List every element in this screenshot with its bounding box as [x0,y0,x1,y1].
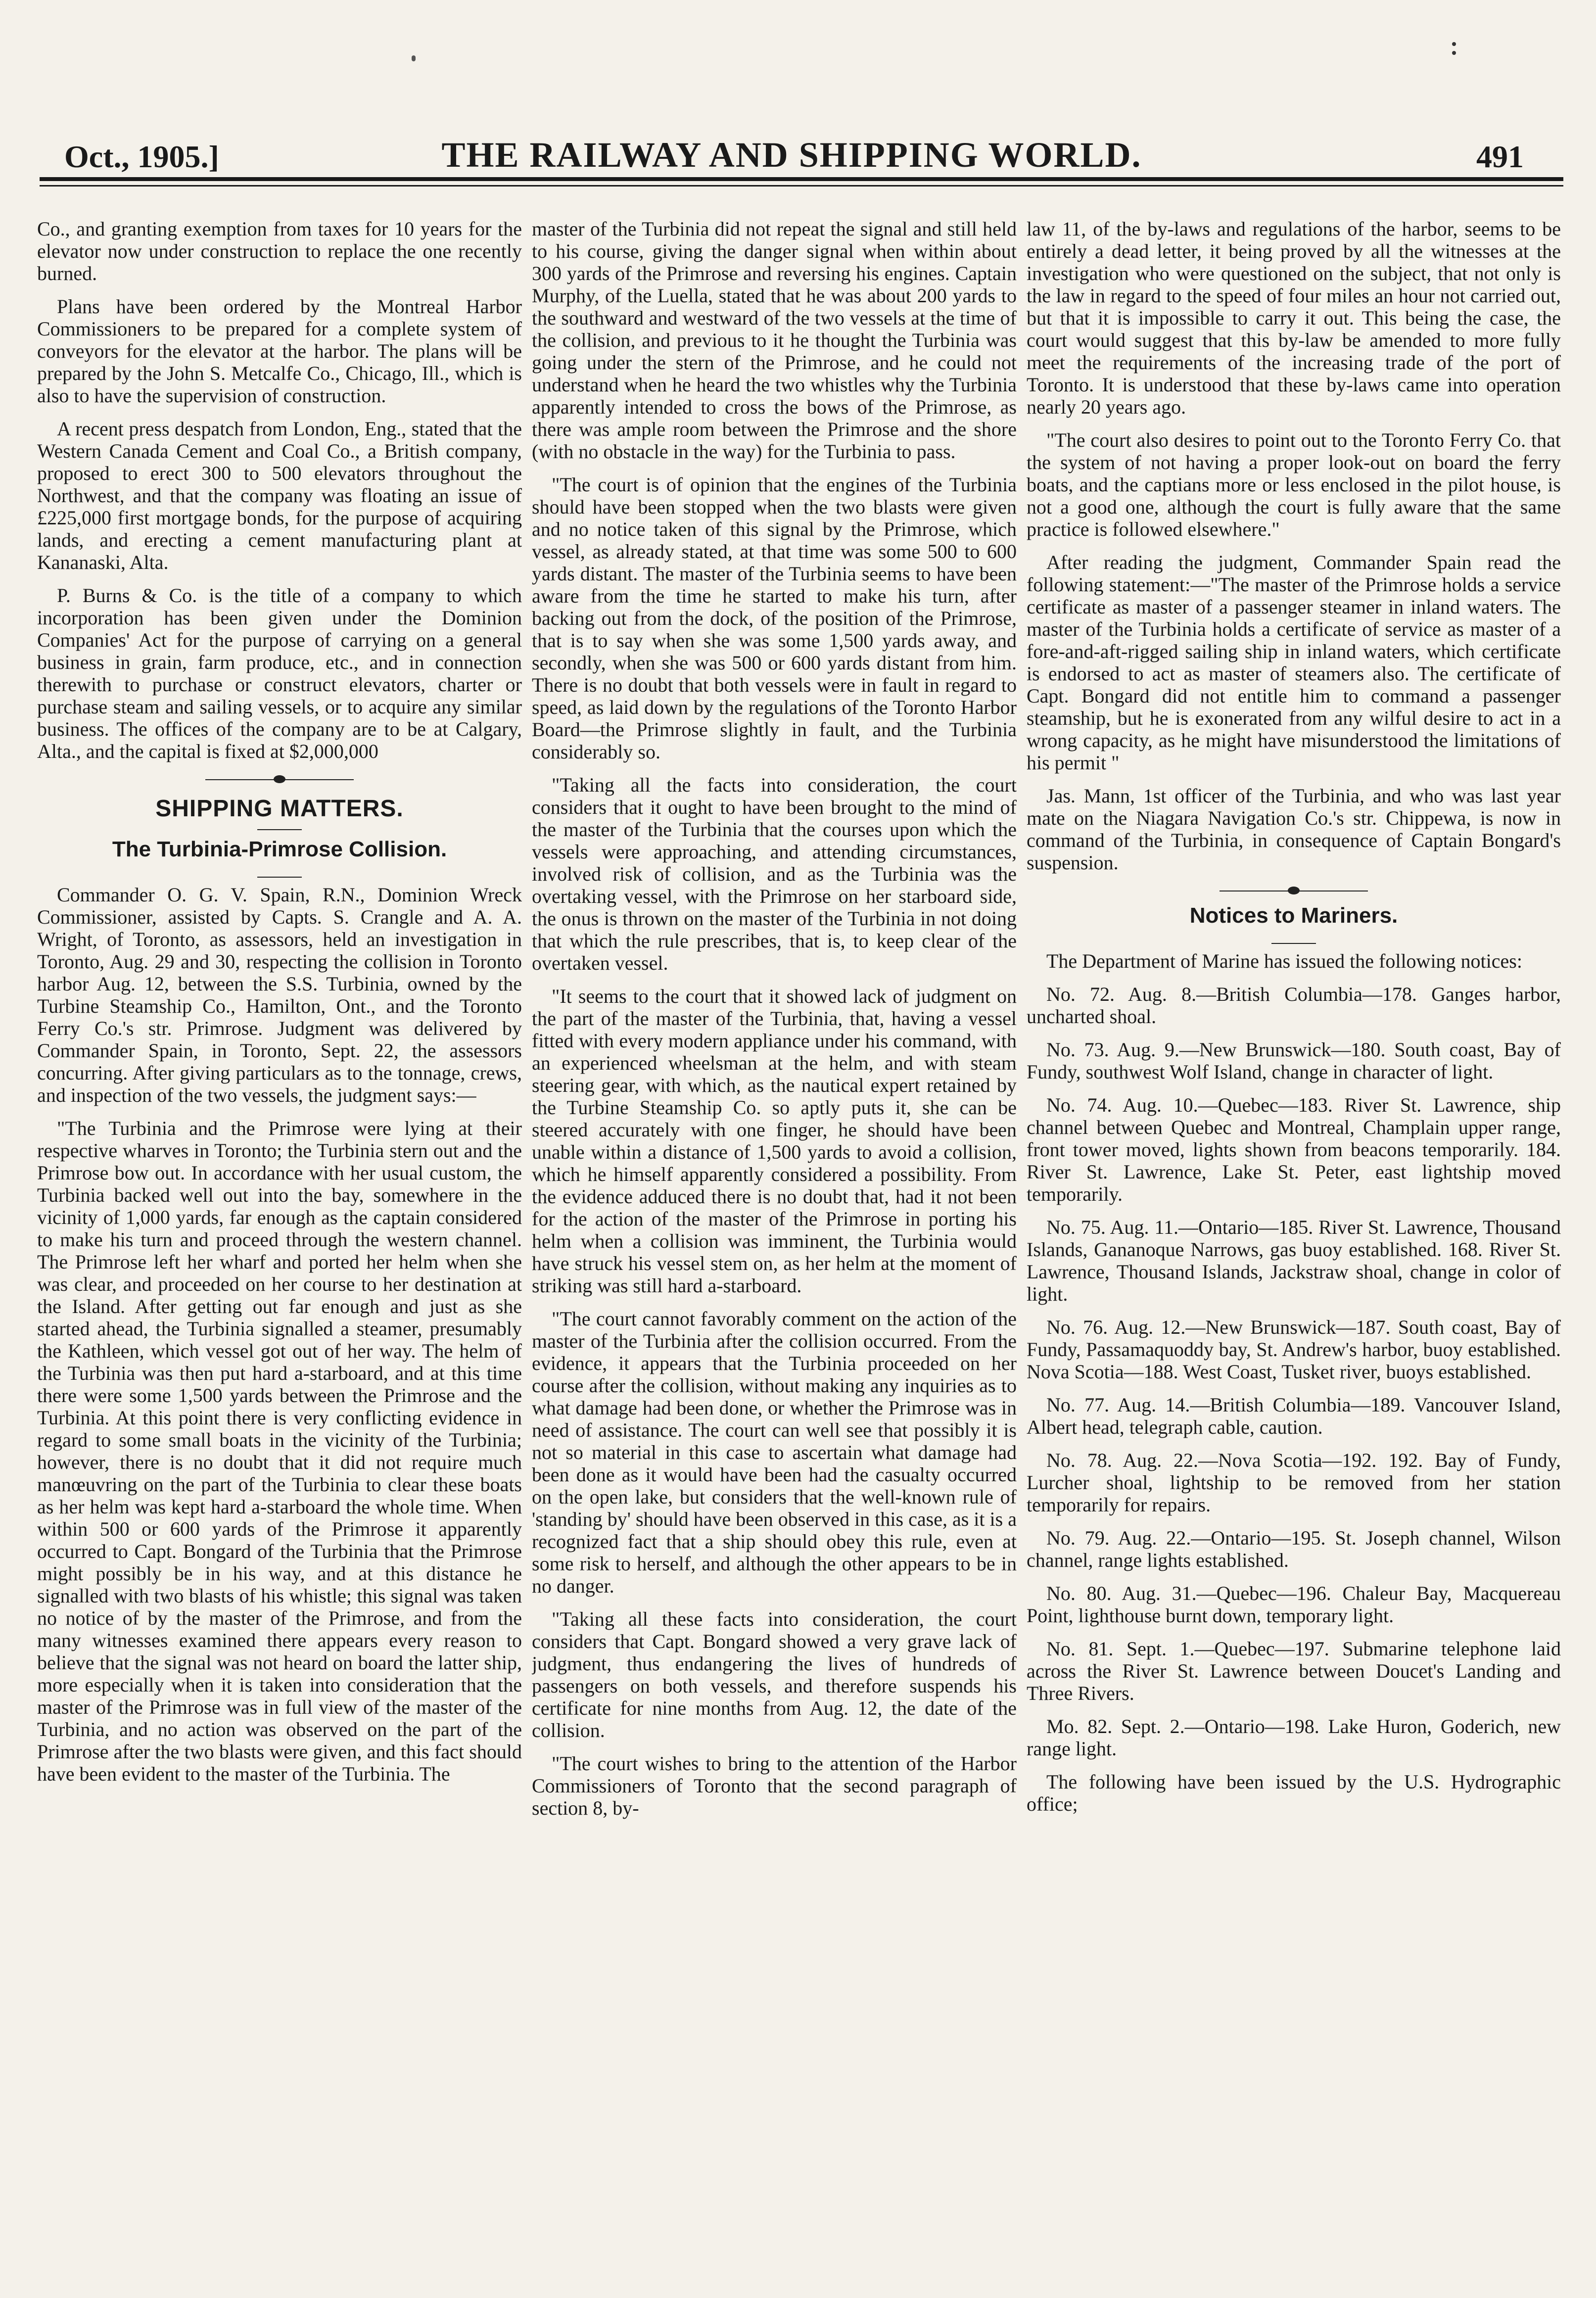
paragraph: The following have been issued by the U.S. Hydrographic office; [1027,1771,1561,1815]
paragraph: "It seems to the court that it showed lack of judgment on the part of the master of the Turbinia, that, having a vessel fitted with every modern appliance under his command, with an experienced wheelsman at the helm, and with steam steering gear, with which, as the nautical expert retained by the Turbine Steamship Co. so aptly puts it, she can be steered accurately with one finger, he should have been unable within a distance of 1,500 yards to avoid a collision, which he himself apparently considered a possibility. From the evidence adduced there is no doubt that, had it not been for the action of the master of the Primrose in porting his helm when a collision was imminent, the Turbinia would have struck his vessel stem on, as her helm at the moment of striking was still hard a-starboard. [532,985,1017,1297]
issue-date: Oct., 1905.] [64,139,219,174]
notice-item: No. 75. Aug. 11.—Ontario—185. River St. Lawrence, Thousand Islands, Gananoque Narrows, gas buoy established. 168. River St. Lawrence, Thousand Islands, Jackstraw shoal, change in color of light. [1027,1216,1561,1305]
column-2 [532,218,1017,2256]
paragraph: After reading the judgment, Commander Spain read the following statement:—"The master of the Primrose holds a service certificate as master of a passenger steamer in inland waters. The master of the Turbinia holds a certificate of service as master of a fore-and-aft-rigged sailing ship in inland waters, which certificate is endorsed to act as master of steamers also. The certificate of Capt. Bongard did not entitle him to command a passenger steamship, but he is exonerated from any wilful desire to act in a wrong capacity, as he might have misunderstood the limitations of his permit " [1027,551,1561,774]
paragraph: "The court is of opinion that the engines of the Turbinia should have been stopped when the two blasts were given and no notice taken of this signal by the Primrose, which vessel, as already stated, at that time was some 500 to 600 yards distant. The master of the Turbinia seems to have been aware from the time he started to make his turn, after backing out from the dock, of the position of the Primrose, that is to say when she was some 1,500 yards away, and secondly, when she was 500 or 600 yards distant from him. There is no doubt that both vessels were in fault in regard to speed, as laid down by the regulations of the Toronto Harbor Board—the Primrose slightly in fault, and the Turbinia considerably so. [532,473,1017,763]
column-1 [37,218,522,2256]
paragraph: law 11, of the by-laws and regulations of the harbor, seems to be entirely a dead letter, it being proved by all the witnesses at the investigation who were questioned on the subject, that not only is the law in regard to the speed of four miles an hour not carried out, but that it is impossible to carry it out. This being the case, the court would suggest that this by-law be amended to more fully meet the requirements of the increasing trade of the port of Toronto. It is understood that these by-laws came into operation nearly 20 years ago. [1027,218,1561,418]
section-divider [1220,890,1368,892]
paragraph: Plans have been ordered by the Montreal Harbor Commissioners to be prepared for a complete system of conveyors for the elevator at the harbor. The plans will be prepared by the John S. Metcalfe Co., Chicago, Ill., which is also to have the supervision of construction. [37,295,522,407]
notice-item: No. 74. Aug. 10.—Quebec—183. River St. Lawrence, ship channel between Quebec and Montreal, Champlain upper range, front tower moved, lights shown from beacons temporarily. 184. River St. Lawrence, Lake St. Peter, east lightship moved temporarily. [1027,1094,1561,1205]
page-header [49,124,1534,173]
paragraph: master of the Turbinia did not repeat the signal and still held to his course, giving the danger signal when within about 300 yards of the Primrose and reversing his engines. Captain Murphy, of the Luella, stated that he was about 200 yards to the southward and westward of the two vessels at the time of the collision, and previous to it he thought the Turbinia was going under the stern of the Primrose, and he could not understand when he heard the two whistles why the Turbinia apparently intended to cross the bows of the Primrose, as there was ample room between the Primrose and the shore (with no obstacle in the way) for the Turbinia to pass. [532,218,1017,463]
heading-rule [1271,943,1316,944]
paragraph: "The court cannot favorably comment on the action of the master of the Turbinia after the collision occurred. From the evidence, it appears that the Turbinia proceeded on her course after the collision, without making any inquiries as to what damage had been done, or whether the Primrose was in need of assistance. The court can well see that possibly it is not so material in this case to ascertain what damage had been done as it would have been had the casualty occurred on the open lake, but considers that the well-known rule of 'standing by' should have been observed in this case, as it is a recognized fact that a ship should obey this rule, even at some risk to herself, and although the other appears to be in no danger. [532,1308,1017,1597]
paragraph: "The Turbinia and the Primrose were lying at their respective wharves in Toronto; the Turbinia stern out and the Primrose bow out. In accordance with her usual custom, the Turbinia backed well out into the bay, somewhere in the vicinity of 1,000 yards, far enough as the captain considered to make his turn and proceed through the western channel. The Primrose left her wharf and ported her helm when she was clear, and proceeded on her course to her destination at the Island. After getting out far enough and just as she started ahead, the Turbinia signalled a steamer, presumably the Kathleen, which vessel got out of her way. The helm of the Turbinia was then put hard a-starboard, and at this time there were some 1,500 yards between the Primrose and the Turbinia. At this point there is very conflicting evidence in regard to some small boats in the vicinity of the Turbinia; however, there is no doubt that it did not require much manœuvring on the part of the Turbinia to clear these boats as her helm was kept hard a-starboard the whole time. When within 500 or 600 yards of the Primrose it apparently occurred to Capt. Bongard of the Turbinia that the Primrose might possibly be in his way, and at this distance he signalled with two blasts of his whistle; this signal was taken no notice of by the master of the Primrose, and from the many witnesses examined there appears every reason to believe that the signal was not heard on board the latter ship, more especially when it is taken into consideration that the master of the Primrose was in full view of the master of the Turbinia, and no action was observed on the part of the Primrose after the two blasts were given, and this fact should have been evident to the master of the Turbinia. The [37,1117,522,1785]
notice-item: Mo. 82. Sept. 2.—Ontario—198. Lake Huron, Goderich, new range light. [1027,1715,1561,1760]
ink-speck [412,55,416,61]
notice-item: No. 80. Aug. 31.—Quebec—196. Chaleur Bay, Macquereau Point, lighthouse burnt down, temporary light. [1027,1582,1561,1627]
section-heading: SHIPPING MATTERS. [155,796,404,822]
paragraph: The Department of Marine has issued the following notices: [1046,950,1522,972]
paragraph: Jas. Mann, 1st officer of the Turbinia, and who was last year mate on the Niagara Navigation Co.'s str. Chippewa, is now in command of the Turbinia, in consequence of Captain Bongard's suspension. [1027,785,1561,874]
notice-item: No. 78. Aug. 22.—Nova Scotia—192. 192. Bay of Fundy, Lurcher shoal, lightship to be removed from her station temporarily for repairs. [1027,1449,1561,1516]
paragraph: "Taking all these facts into consideration, the court considers that Capt. Bongard showed a very grave lack of judgment, thus endangering the lives of hundreds of passengers on both vessels, and therefore suspends his certificate for nine months from Aug. 12, the date of the collision. [532,1608,1017,1741]
notice-item: No. 81. Sept. 1.—Quebec—197. Submarine telephone laid across the River St. Lawrence between Doucet's Landing and Three Rivers. [1027,1638,1561,1704]
section-divider [205,778,354,781]
header-rule-thick [40,177,1563,181]
paragraph: "The court also desires to point out to the Toronto Ferry Co. that the system of not having a proper look-out on board the ferry boats, and the captians more or less enclosed in the pilot house, is not a good one, although the court is fully aware that the same practice is followed elsewhere." [1027,429,1561,540]
notice-item: No. 77. Aug. 14.—British Columbia—189. Vancouver Island, Albert head, telegraph cable, caution. [1027,1394,1561,1438]
publication-title: THE RAILWAY AND SHIPPING WORLD. [441,135,1142,175]
article-heading: Notices to Mariners. [1189,903,1398,928]
paragraph: P. Burns & Co. is the title of a company to which incorporation has been given under the Dominion Companies' Act for the purpose of carrying on a general business in grain, farm produce, etc., and in connection therewith to purchase or construct elevators, charter or purchase steam and sailing vessels, or to acquire any similar business. The offices of the company are to be at Calgary, Alta., and the capital is fixed at $2,000,000 [37,584,522,762]
notice-item: No. 79. Aug. 22.—Ontario—195. St. Joseph channel, Wilson channel, range lights established. [1027,1527,1561,1571]
column-3 [1027,218,1561,2256]
heading-rule [257,877,302,878]
ink-speck [1452,42,1456,46]
header-rule-thin [40,185,1563,187]
notice-item: No. 72. Aug. 8.—British Columbia—178. Ganges harbor, uncharted shoal. [1027,983,1561,1028]
paragraph: A recent press despatch from London, Eng., stated that the Western Canada Cement and Coal Co., a British company, proposed to erect 300 to 500 elevators throughout the Northwest, and that the company was floating an issue of £225,000 first mortgage bonds, for the purpose of acquiring lands, and erecting a cement manufacturing plant at Kananaski, Alta. [37,418,522,573]
paragraph: Commander O. G. V. Spain, R.N., Dominion Wreck Commissioner, assisted by Capts. S. Crangle and A. A. Wright, of Toronto, as assessors, held an investigation in Toronto, Aug. 29 and 30, respecting the collision in Toronto harbor Aug. 12, between the S.S. Turbinia, owned by the Turbine Steamship Co., Hamilton, Ont., and the Toronto Ferry Co.'s str. Primrose. Judgment was delivered by Commander Spain, in Toronto, Sept. 22, the assessors concurring. After giving particulars as to the tonnage, crews, and inspection of the two vessels, the judgment says:— [37,884,522,1106]
ink-speck [1452,51,1456,55]
heading-rule [257,829,302,830]
paragraph: "The court wishes to bring to the attention of the Harbor Commissioners of Toronto that the second paragraph of section 8, by- [532,1752,1017,1819]
paragraph: Co., and granting exemption from taxes for 10 years for the elevator now under construction to replace the one recently burned. [37,218,522,284]
page-number: 491 [1476,139,1524,174]
article-heading: The Turbinia-Primrose Collision. [112,837,447,861]
notice-item: No. 76. Aug. 12.—New Brunswick—187. South coast, Bay of Fundy, Passamaquoddy bay, St. Andrew's harbor, buoy established. Nova Scotia—188. West Coast, Tusket river, buoys established. [1027,1316,1561,1383]
notice-item: No. 73. Aug. 9.—New Brunswick—180. South coast, Bay of Fundy, southwest Wolf Island, change in character of light. [1027,1038,1561,1083]
paragraph: "Taking all the facts into consideration, the court considers that it ought to have been brought to the mind of the master of the Turbinia that the courses upon which the vessels were approaching, and attending circumstances, involved risk of collision, and as the Turbinia was the overtaking vessel, with the Primrose on her starboard side, the onus is thrown on the master of the Turbinia in not doing that which the rule prescribes, that is, to keep clear of the overtaken vessel. [532,774,1017,974]
